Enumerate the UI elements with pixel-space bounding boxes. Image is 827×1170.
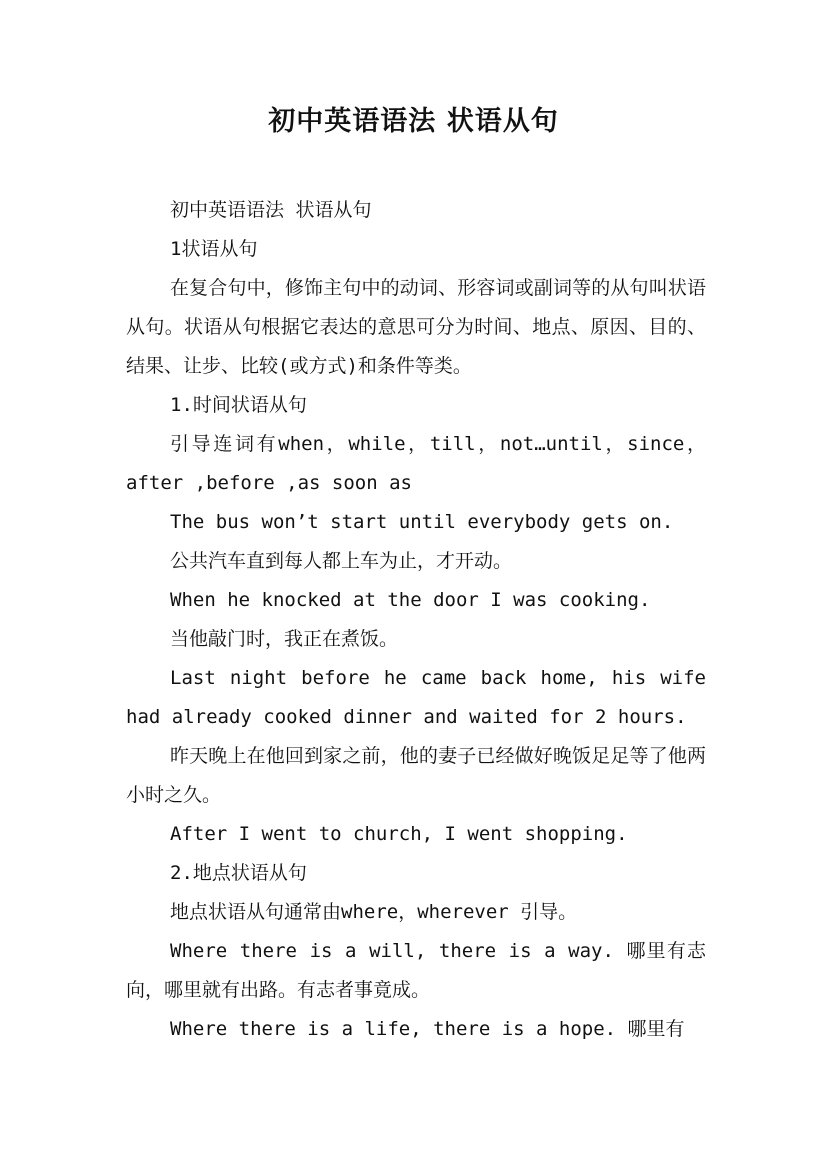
example-sentence: The bus won’t start until everybody gets on.: [170, 511, 674, 533]
example-translation: 公共汽车直到每人都上车为止，才开动。: [170, 550, 513, 572]
section-heading: 1.时间状语从句: [170, 394, 307, 416]
section-heading: 2.地点状语从句: [170, 862, 307, 884]
example-sentence: Where there is a life, there is a hope. 哪里有: [170, 1018, 685, 1040]
paragraph-conjunctions: 引导连词有when，while，till，not…until，since，after ,before ,as soon as: [126, 433, 706, 494]
example-translation: 昨天晚上在他回到家之前，他的妻子已经做好晚饭足足等了他两小时之久。: [126, 745, 706, 806]
example-sentence: Where there is a will, there is a way. 哪里有志向，哪里就有出路。有志者事竟成。: [126, 940, 706, 1001]
paragraph-place-clause: 地点状语从句通常由where，wherever 引导。: [170, 901, 578, 923]
document-body: [126, 191, 706, 1049]
example-sentence: When he knocked at the door I was cooking.: [170, 589, 651, 611]
example-sentence: After I went to church, I went shopping.: [170, 823, 628, 845]
paragraph-definition: 在复合句中，修饰主句中的动词、形容词或副词等的从句叫状语从句。状语从句根据它表达的意思可分为时间、地点、原因、目的、结果、让步、比较(或方式)和条件等类。: [126, 277, 706, 377]
paragraph-subtitle: 初中英语语法 状语从句: [170, 199, 372, 221]
example-translation: 当他敲门时，我正在煮饭。: [170, 628, 399, 650]
section-heading: 1状语从句: [170, 238, 258, 260]
document-title: 初中英语语法 状语从句: [268, 106, 559, 137]
example-sentence: Last night before he came back home, his wife had already cooked dinner and waited for 2 hours.: [126, 667, 706, 728]
